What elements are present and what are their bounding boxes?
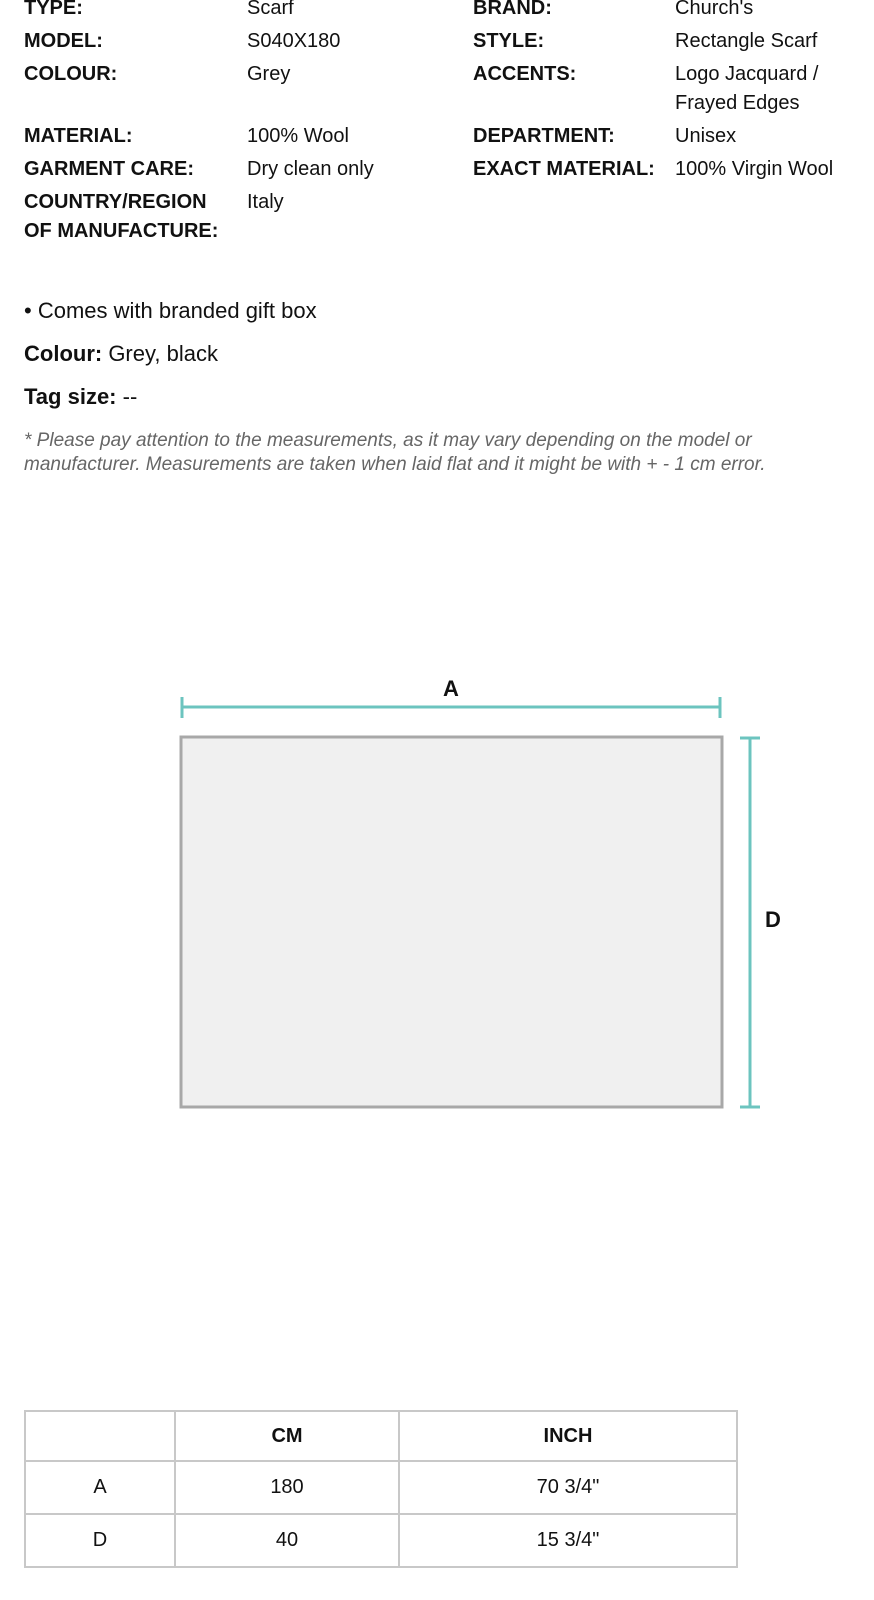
spec-key-colour: COLOUR: — [24, 63, 118, 85]
spec-value-accents-line1: Logo Jacquard / — [675, 63, 819, 85]
spec-key-type: TYPE: — [24, 0, 83, 19]
header-inch: INCH — [399, 1411, 737, 1461]
measurement-table — [24, 1410, 738, 1568]
gift-box-bullet: • Comes with branded gift box — [24, 298, 317, 323]
tag-size-label: Tag size: — [24, 384, 117, 409]
spec-key-garment-care: GARMENT CARE: — [24, 158, 194, 180]
spec-value-material: 100% Wool — [247, 125, 349, 147]
row-inch: 70 3/4" — [399, 1461, 737, 1514]
spec-value-style: Rectangle Scarf — [675, 30, 818, 52]
row-cm: 40 — [175, 1514, 399, 1567]
spec-value-colour: Grey — [247, 63, 291, 85]
measurement-note: * Please pay attention to the measurements, as it may vary depending on the model or manufacturer. Measurements are taken when laid flat and it might be with + - 1 cm error. — [24, 430, 766, 475]
spec-key-country-line1: COUNTRY/REGION — [24, 191, 207, 213]
spec-key-material: MATERIAL: — [24, 125, 133, 147]
row-inch: 15 3/4" — [399, 1514, 737, 1567]
tag-size-value: -- — [116, 384, 138, 409]
row-label: D — [25, 1514, 175, 1567]
spec-value-model: S040X180 — [247, 30, 341, 52]
header-cm: CM — [175, 1411, 399, 1461]
specs-section — [0, 0, 874, 260]
spec-value-department: Unisex — [675, 125, 737, 147]
row-cm: 180 — [175, 1461, 399, 1514]
spec-value-country: Italy — [247, 191, 284, 213]
table-header-row — [25, 1411, 737, 1461]
spec-value-garment-care: Dry clean only — [247, 158, 374, 180]
spec-value-brand: Church's — [675, 0, 754, 19]
table-row — [25, 1514, 737, 1567]
spec-key-style: STYLE: — [473, 30, 545, 52]
dimension-a-label: A — [443, 676, 459, 701]
spec-key-accents: ACCENTS: — [473, 63, 577, 85]
colour-line — [24, 339, 218, 369]
spec-value-type: Scarf — [247, 0, 294, 19]
spec-value-exact-material: 100% Virgin Wool — [675, 158, 834, 180]
row-label: A — [25, 1461, 175, 1514]
spec-value-accents-line2: Frayed Edges — [675, 92, 800, 114]
colour-label: Colour: — [24, 341, 103, 366]
spec-key-exact-material: EXACT MATERIAL: — [473, 158, 655, 180]
spec-key-brand: BRAND: — [473, 0, 552, 19]
spec-key-model: MODEL: — [24, 30, 103, 52]
scarf-outline — [181, 737, 722, 1107]
dimension-d-label: D — [765, 907, 781, 932]
spec-key-department: DEPARTMENT: — [473, 125, 615, 147]
colour-value: Grey, black — [102, 341, 218, 366]
header-blank — [25, 1411, 175, 1461]
tag-size-line — [24, 382, 137, 412]
spec-key-country-line2: OF MANUFACTURE: — [24, 220, 219, 242]
table-row — [25, 1461, 737, 1514]
